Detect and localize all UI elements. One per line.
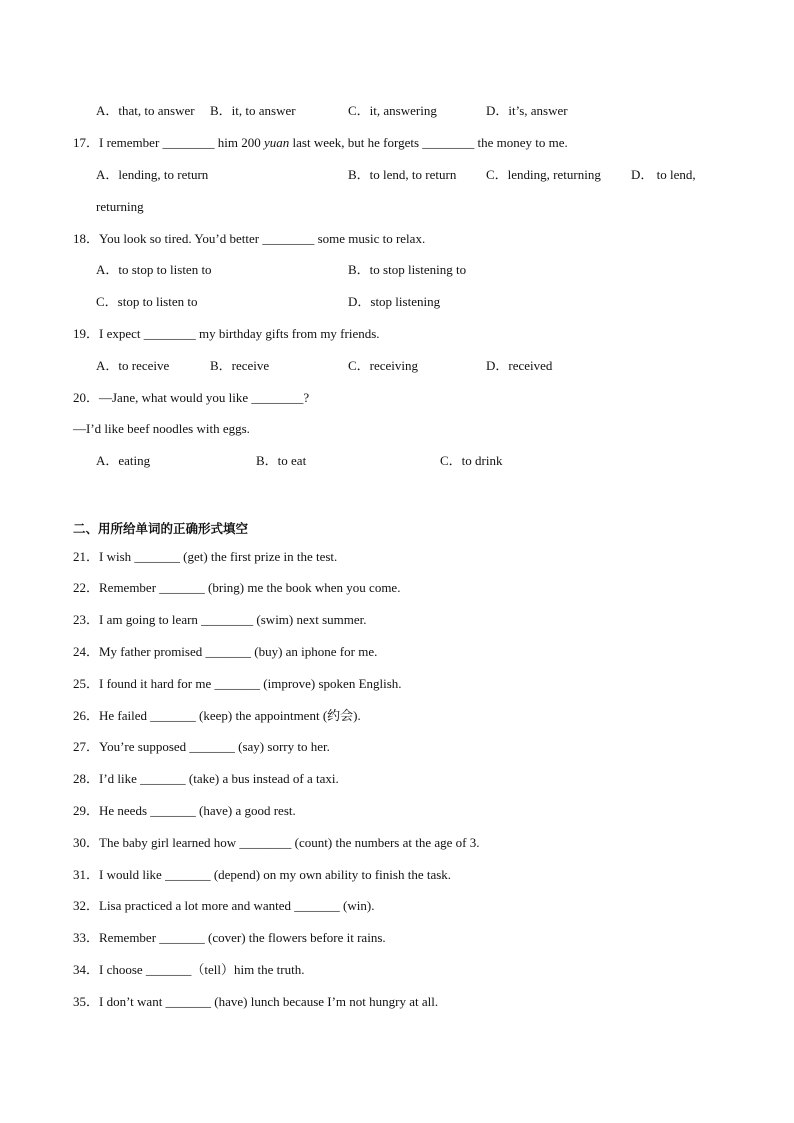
fill-item-21: 21．I wish _______ (get) the first prize in the test. bbox=[73, 549, 338, 564]
q16-option-a: A．that, to answer bbox=[96, 103, 195, 118]
q18-option-b: B．to stop listening to bbox=[348, 262, 467, 277]
fill-item-34: 34．I choose _______（tell）him the truth. bbox=[73, 962, 305, 977]
fill-item-30: 30．The baby girl learned how ________ (count) the numbers at the age of 3. bbox=[73, 835, 480, 850]
fill-item-29: 29．He needs _______ (have) a good rest. bbox=[73, 803, 296, 818]
fill-item-23: 23．I am going to learn ________ (swim) next summer. bbox=[73, 612, 367, 627]
q17-option-a: A．lending, to return bbox=[96, 167, 209, 182]
fill-item-32: 32．Lisa practiced a lot more and wanted _______ (win). bbox=[73, 898, 375, 913]
q19-option-d: D．received bbox=[486, 358, 553, 373]
q17-stem-post: last week, but he forgets ________ the money to me. bbox=[289, 135, 568, 150]
q17-option-c: C．lending, returning bbox=[486, 167, 601, 182]
q19-option-b: B．receive bbox=[210, 358, 270, 373]
fill-item-24: 24．My father promised _______ (buy) an iphone for me. bbox=[73, 644, 378, 659]
fill-item-26: 26．He failed _______ (keep) the appointment (约会). bbox=[73, 708, 361, 723]
q17-option-d: D． to lend, bbox=[631, 167, 696, 182]
fill-item-35: 35．I don’t want _______ (have) lunch because I’m not hungry at all. bbox=[73, 994, 439, 1009]
q20-answer-line: —I’d like beef noodles with eggs. bbox=[73, 421, 250, 436]
section-heading: 二、用所给单词的正确形式填空 bbox=[73, 521, 249, 536]
q17-option-b: B．to lend, to return bbox=[348, 167, 457, 182]
q20-option-b: B．to eat bbox=[256, 453, 307, 468]
fill-item-27: 27．You’re supposed _______ (say) sorry to her. bbox=[73, 739, 330, 754]
q17-option-d-continued: returning bbox=[96, 199, 144, 214]
q19-stem: 19．I expect ________ my birthday gifts from my friends. bbox=[73, 326, 380, 341]
q16-option-c: C．it, answering bbox=[348, 103, 437, 118]
q16-option-b: B．it, to answer bbox=[210, 103, 296, 118]
q18-option-a: A．to stop to listen to bbox=[96, 262, 212, 277]
q17-stem-yuan: yuan bbox=[264, 135, 290, 150]
q18-option-d: D．stop listening bbox=[348, 294, 441, 309]
fill-item-25: 25．I found it hard for me _______ (improve) spoken English. bbox=[73, 676, 402, 691]
q20-option-c: C．to drink bbox=[440, 453, 503, 468]
q17-stem bbox=[73, 135, 568, 151]
fill-item-22: 22．Remember _______ (bring) me the book when you come. bbox=[73, 580, 401, 595]
q20-option-a: A．eating bbox=[96, 453, 151, 468]
fill-item-28: 28．I’d like _______ (take) a bus instead of a taxi. bbox=[73, 771, 339, 786]
q18-option-c: C．stop to listen to bbox=[96, 294, 198, 309]
q19-option-c: C．receiving bbox=[348, 358, 419, 373]
fill-item-33: 33．Remember _______ (cover) the flowers before it rains. bbox=[73, 930, 386, 945]
q20-stem: 20．—Jane, what would you like ________? bbox=[73, 390, 310, 405]
q19-option-a: A．to receive bbox=[96, 358, 170, 373]
q17-stem-pre: 17．I remember ________ him 200 bbox=[73, 135, 264, 150]
q18-stem: 18．You look so tired. You’d better ________ some music to relax. bbox=[73, 231, 426, 246]
q16-option-d: D．it’s, answer bbox=[486, 103, 568, 118]
fill-item-31: 31．I would like _______ (depend) on my own ability to finish the task. bbox=[73, 867, 452, 882]
